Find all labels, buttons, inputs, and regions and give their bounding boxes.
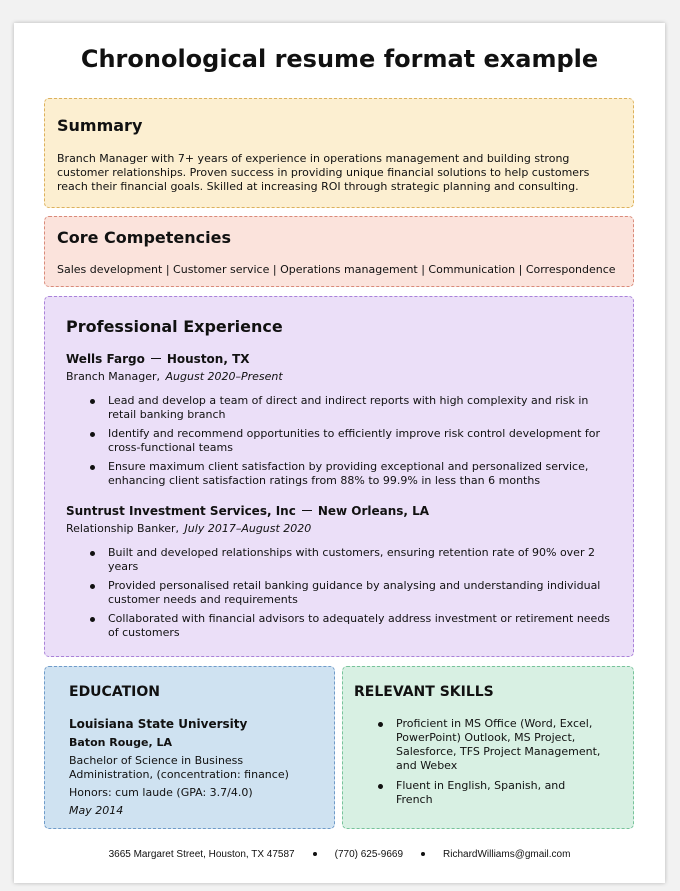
education-school: Louisiana State University — [69, 717, 248, 731]
education-city: Baton Rouge, LA — [69, 736, 173, 749]
education-honors: Honors: cum laude (GPA: 3.7/4.0) — [69, 786, 253, 799]
job-company: Wells Fargo — [66, 352, 145, 366]
job-entry — [66, 352, 616, 493]
footer-phone: (770) 625-9669 — [334, 849, 404, 860]
dash-separator — [151, 358, 161, 359]
bullet-separator — [313, 852, 317, 856]
list-item: Identify and recommend opportunities to efficiently improve risk control development for cross-functional teams — [108, 427, 616, 455]
job-title: Relationship Banker, — [66, 522, 180, 535]
job-dates: August 2020–Present — [165, 370, 283, 383]
dash-separator — [302, 510, 312, 511]
list-item: Lead and develop a team of direct and indirect reports with high complexity and risk in retail banking branch — [108, 394, 616, 422]
skills-heading: RELEVANT SKILLS — [354, 684, 494, 700]
job-dates: July 2017–August 2020 — [184, 522, 312, 535]
list-item: Built and developed relationships with customers, ensuring retention rate of 90% over 2 years — [108, 546, 616, 574]
education-date: May 2014 — [69, 804, 124, 817]
education-section — [44, 666, 335, 829]
job-title: Branch Manager, — [66, 370, 161, 383]
job-bullets — [66, 546, 616, 640]
job-entry — [66, 504, 616, 645]
list-item: Collaborated with financial advisors to adequately address investment or retirement needs of customers — [108, 612, 616, 640]
education-content — [69, 717, 324, 818]
footer-address: 3665 Margaret Street, Houston, TX 47587 — [108, 849, 295, 860]
bullet-separator — [421, 852, 425, 856]
experience-section — [44, 296, 634, 657]
summary-heading: Summary — [57, 116, 143, 135]
job-role — [66, 522, 616, 536]
list-item: Provided personalised retail banking guidance by analysing and understanding individual customer needs and requirements — [108, 579, 616, 607]
resume-page — [14, 23, 665, 883]
contact-footer — [14, 849, 665, 860]
list-item: Fluent in English, Spanish, and French — [396, 779, 601, 807]
list-item: Ensure maximum client satisfaction by providing exceptional and personalized service, enhancing client satisfaction ratings from 88% to 99.9% in less than 6 months — [108, 460, 616, 488]
job-bullets — [66, 394, 616, 488]
skills-section — [342, 666, 634, 829]
list-item: Proficient in MS Office (Word, Excel, PowerPoint) Outlook, MS Project, Salesforce, TFS Project Management, and Webex — [396, 717, 601, 772]
job-company: Suntrust Investment Services, Inc — [66, 504, 296, 518]
page-title: Chronological resume format example — [80, 45, 599, 73]
core-competencies-heading: Core Competencies — [57, 228, 231, 247]
experience-heading: Professional Experience — [66, 317, 283, 336]
core-competencies-text: Sales development | Customer service | Operations management | Communication | Correspondence — [57, 263, 616, 276]
education-degree: Bachelor of Science in Business Administration, (concentration: finance) — [69, 754, 289, 781]
job-employer — [66, 504, 616, 519]
footer-email: RichardWilliams@gmail.com — [443, 849, 571, 860]
summary-text: Branch Manager with 7+ years of experience in operations management and building strong customer relationships. Proven success in providing unique financial solutions to help customers reach their financial goals. Skilled at increasing ROI through strategic planning and consulting. — [57, 152, 590, 193]
education-heading: EDUCATION — [69, 684, 160, 700]
job-location: New Orleans, LA — [317, 504, 430, 518]
summary-section — [44, 98, 634, 208]
core-competencies-section — [44, 216, 634, 287]
job-location: Houston, TX — [166, 352, 250, 366]
job-role — [66, 370, 616, 384]
job-employer — [66, 352, 616, 367]
skills-list — [396, 717, 601, 813]
